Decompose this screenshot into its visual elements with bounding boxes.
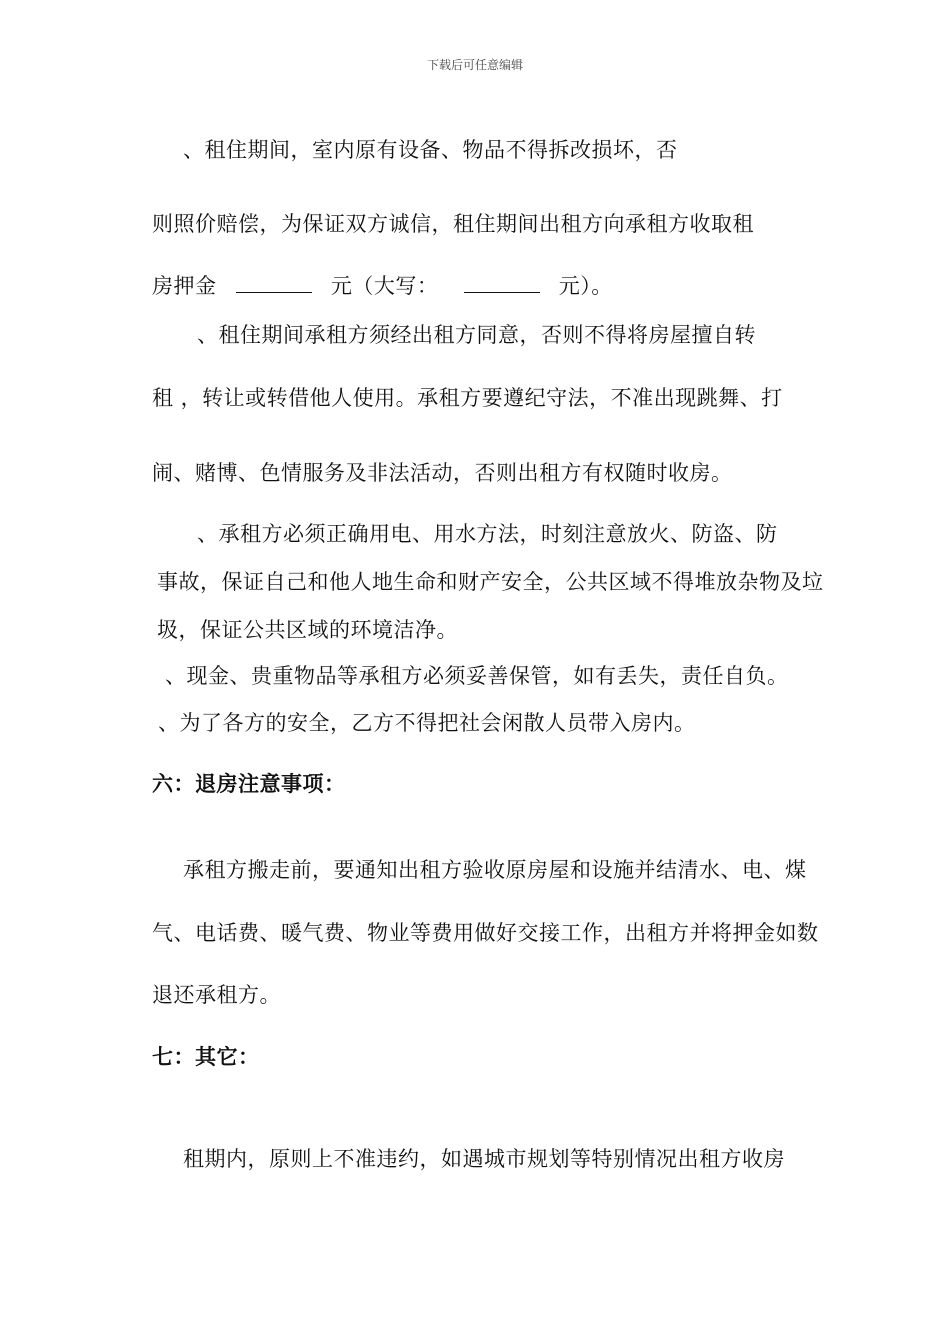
checkout-line-1: 承租方搬走前，要通知出租方验收原房屋和设施并结清水、电、煤 [183,858,807,882]
checkout-line-3: 退还承租方。 [152,983,281,1007]
deposit-label: 房押金 [152,274,217,298]
deposit-amount-blank[interactable] [236,276,312,293]
other-line-1: 租期内，原则上不准违约，如遇城市规划等特别情况出租方收房 [183,1147,785,1171]
deposit-unit-label: 元）。 [558,274,613,298]
section-six-heading: 六：退房注意事项： [152,772,346,796]
deposit-uppercase-blank[interactable] [464,276,540,293]
deposit-uppercase-label: 元（大写： [330,274,439,298]
clause-line-5: 租 ，转让或转借他人使用。承租方要遵纪守法，不准出现跳舞、打 [152,386,783,410]
section-seven-heading: 七：其它： [152,1045,260,1069]
clause-line-11: 、为了各方的安全，乙方不得把社会闲散人员带入房内。 [158,711,696,735]
clause-line-2: 则照价赔偿，为保证双方诚信，租住期间出租方向承租方收取租 [152,212,754,236]
deposit-line [152,276,613,297]
clause-line-8: 事故，保证自己和他人地生命和财产安全，公共区域不得堆放杂物及垃 [157,570,824,594]
clause-line-7: 、承租方必须正确用电、用水方法，时刻注意放火、防盗、防 [197,522,778,546]
checkout-line-2: 气、电话费、暖气费、物业等费用做好交接工作，出租方并将押金如数 [152,921,819,945]
clause-line-4: 、租住期间承租方须经出租方同意，否则不得将房屋擅自转 [197,323,756,347]
clause-line-9: 圾，保证公共区域的环境洁净。 [157,618,458,642]
page-header: 下载后可任意编辑 [426,58,523,72]
clause-line-1: 、租住期间，室内原有设备、物品不得拆改损坏，否 [183,138,678,162]
clause-line-10: 、现金、贵重物品等承租方必须妥善保管，如有丢失，责任自负。 [165,664,789,688]
clause-line-6: 闹、赌博、色情服务及非法活动，否则出租方有权随时收房。 [152,461,733,485]
